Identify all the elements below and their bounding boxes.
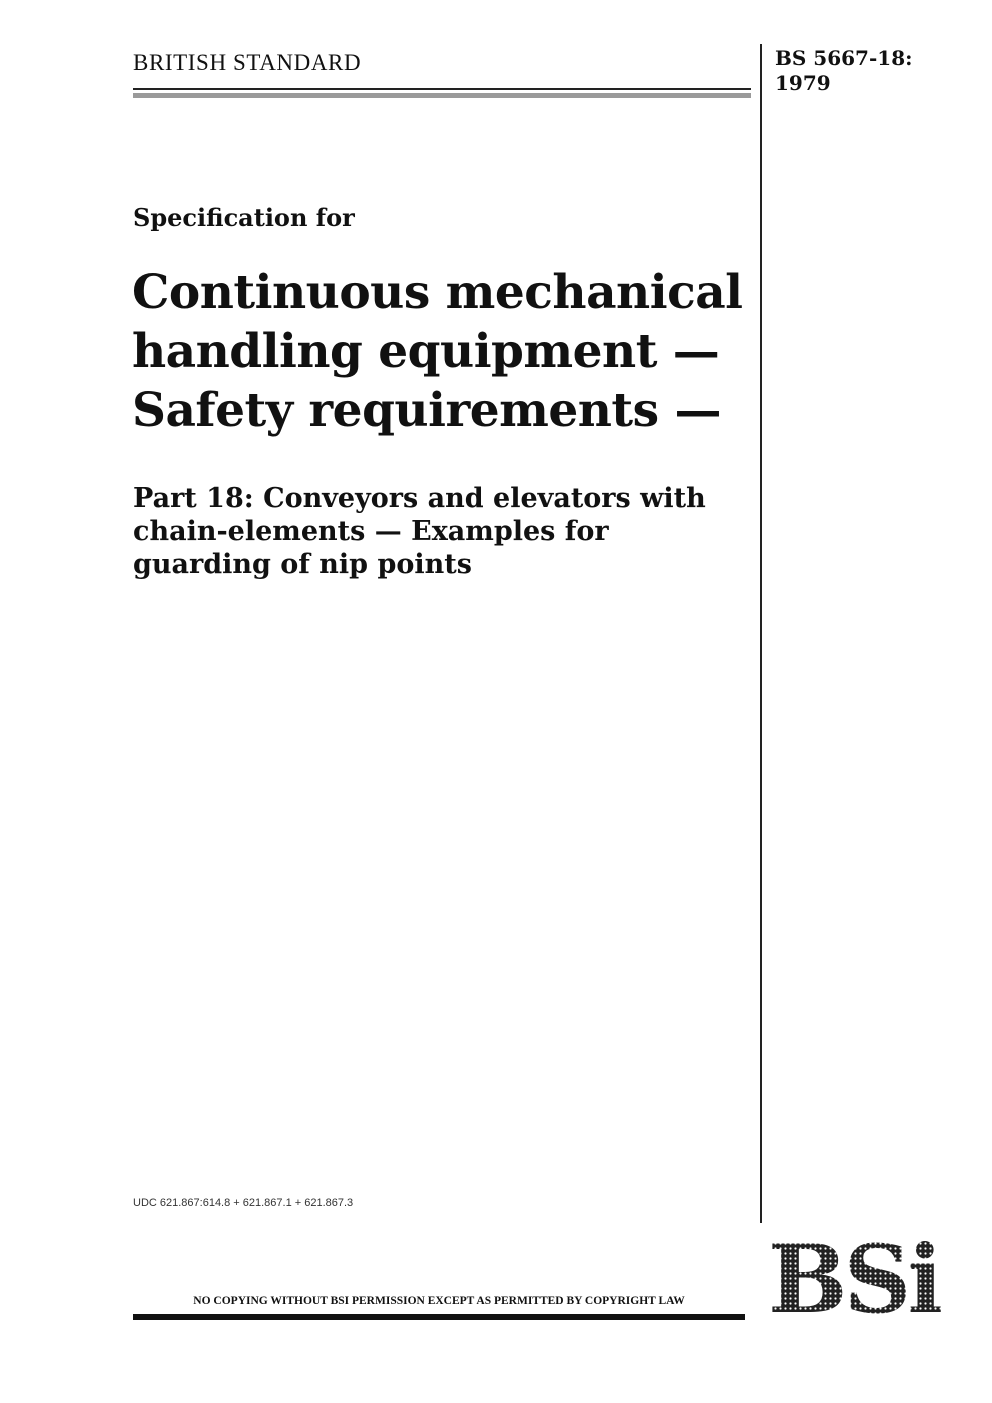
column-divider [760,44,762,1223]
main-title [132,263,757,440]
header-rule-thick [133,93,751,98]
spec-for-label: Specification for [133,203,355,232]
part-title-line: Part 18: Conveyors and elevators with [133,483,706,514]
standard-number-line2: 1979 [775,71,831,95]
part-title [133,482,758,581]
bsi-logo [768,1241,944,1320]
main-title-line: Safety requirements — [132,383,721,438]
udc-classification: UDC 621.867:614.8 + 621.867.1 + 621.867.3 [133,1197,354,1209]
main-title-line: handling equipment — [132,324,720,379]
bsi-logo-halftone-overlay [768,1241,944,1320]
copyright-notice: NO COPYING WITHOUT BSI PERMISSION EXCEPT AS PERMITTED BY COPYRIGHT LAW [193,1295,685,1307]
header-rule-thin [133,88,751,90]
series-label: BRITISH STANDARD [133,50,362,75]
part-title-line: chain-elements — Examples for [133,516,609,547]
standard-number [775,46,913,96]
main-title-line: Continuous mechanical [132,265,743,320]
footer-rule [133,1314,745,1320]
standard-number-line1: BS 5667-18: [775,46,913,70]
part-title-line: guarding of nip points [133,549,472,580]
